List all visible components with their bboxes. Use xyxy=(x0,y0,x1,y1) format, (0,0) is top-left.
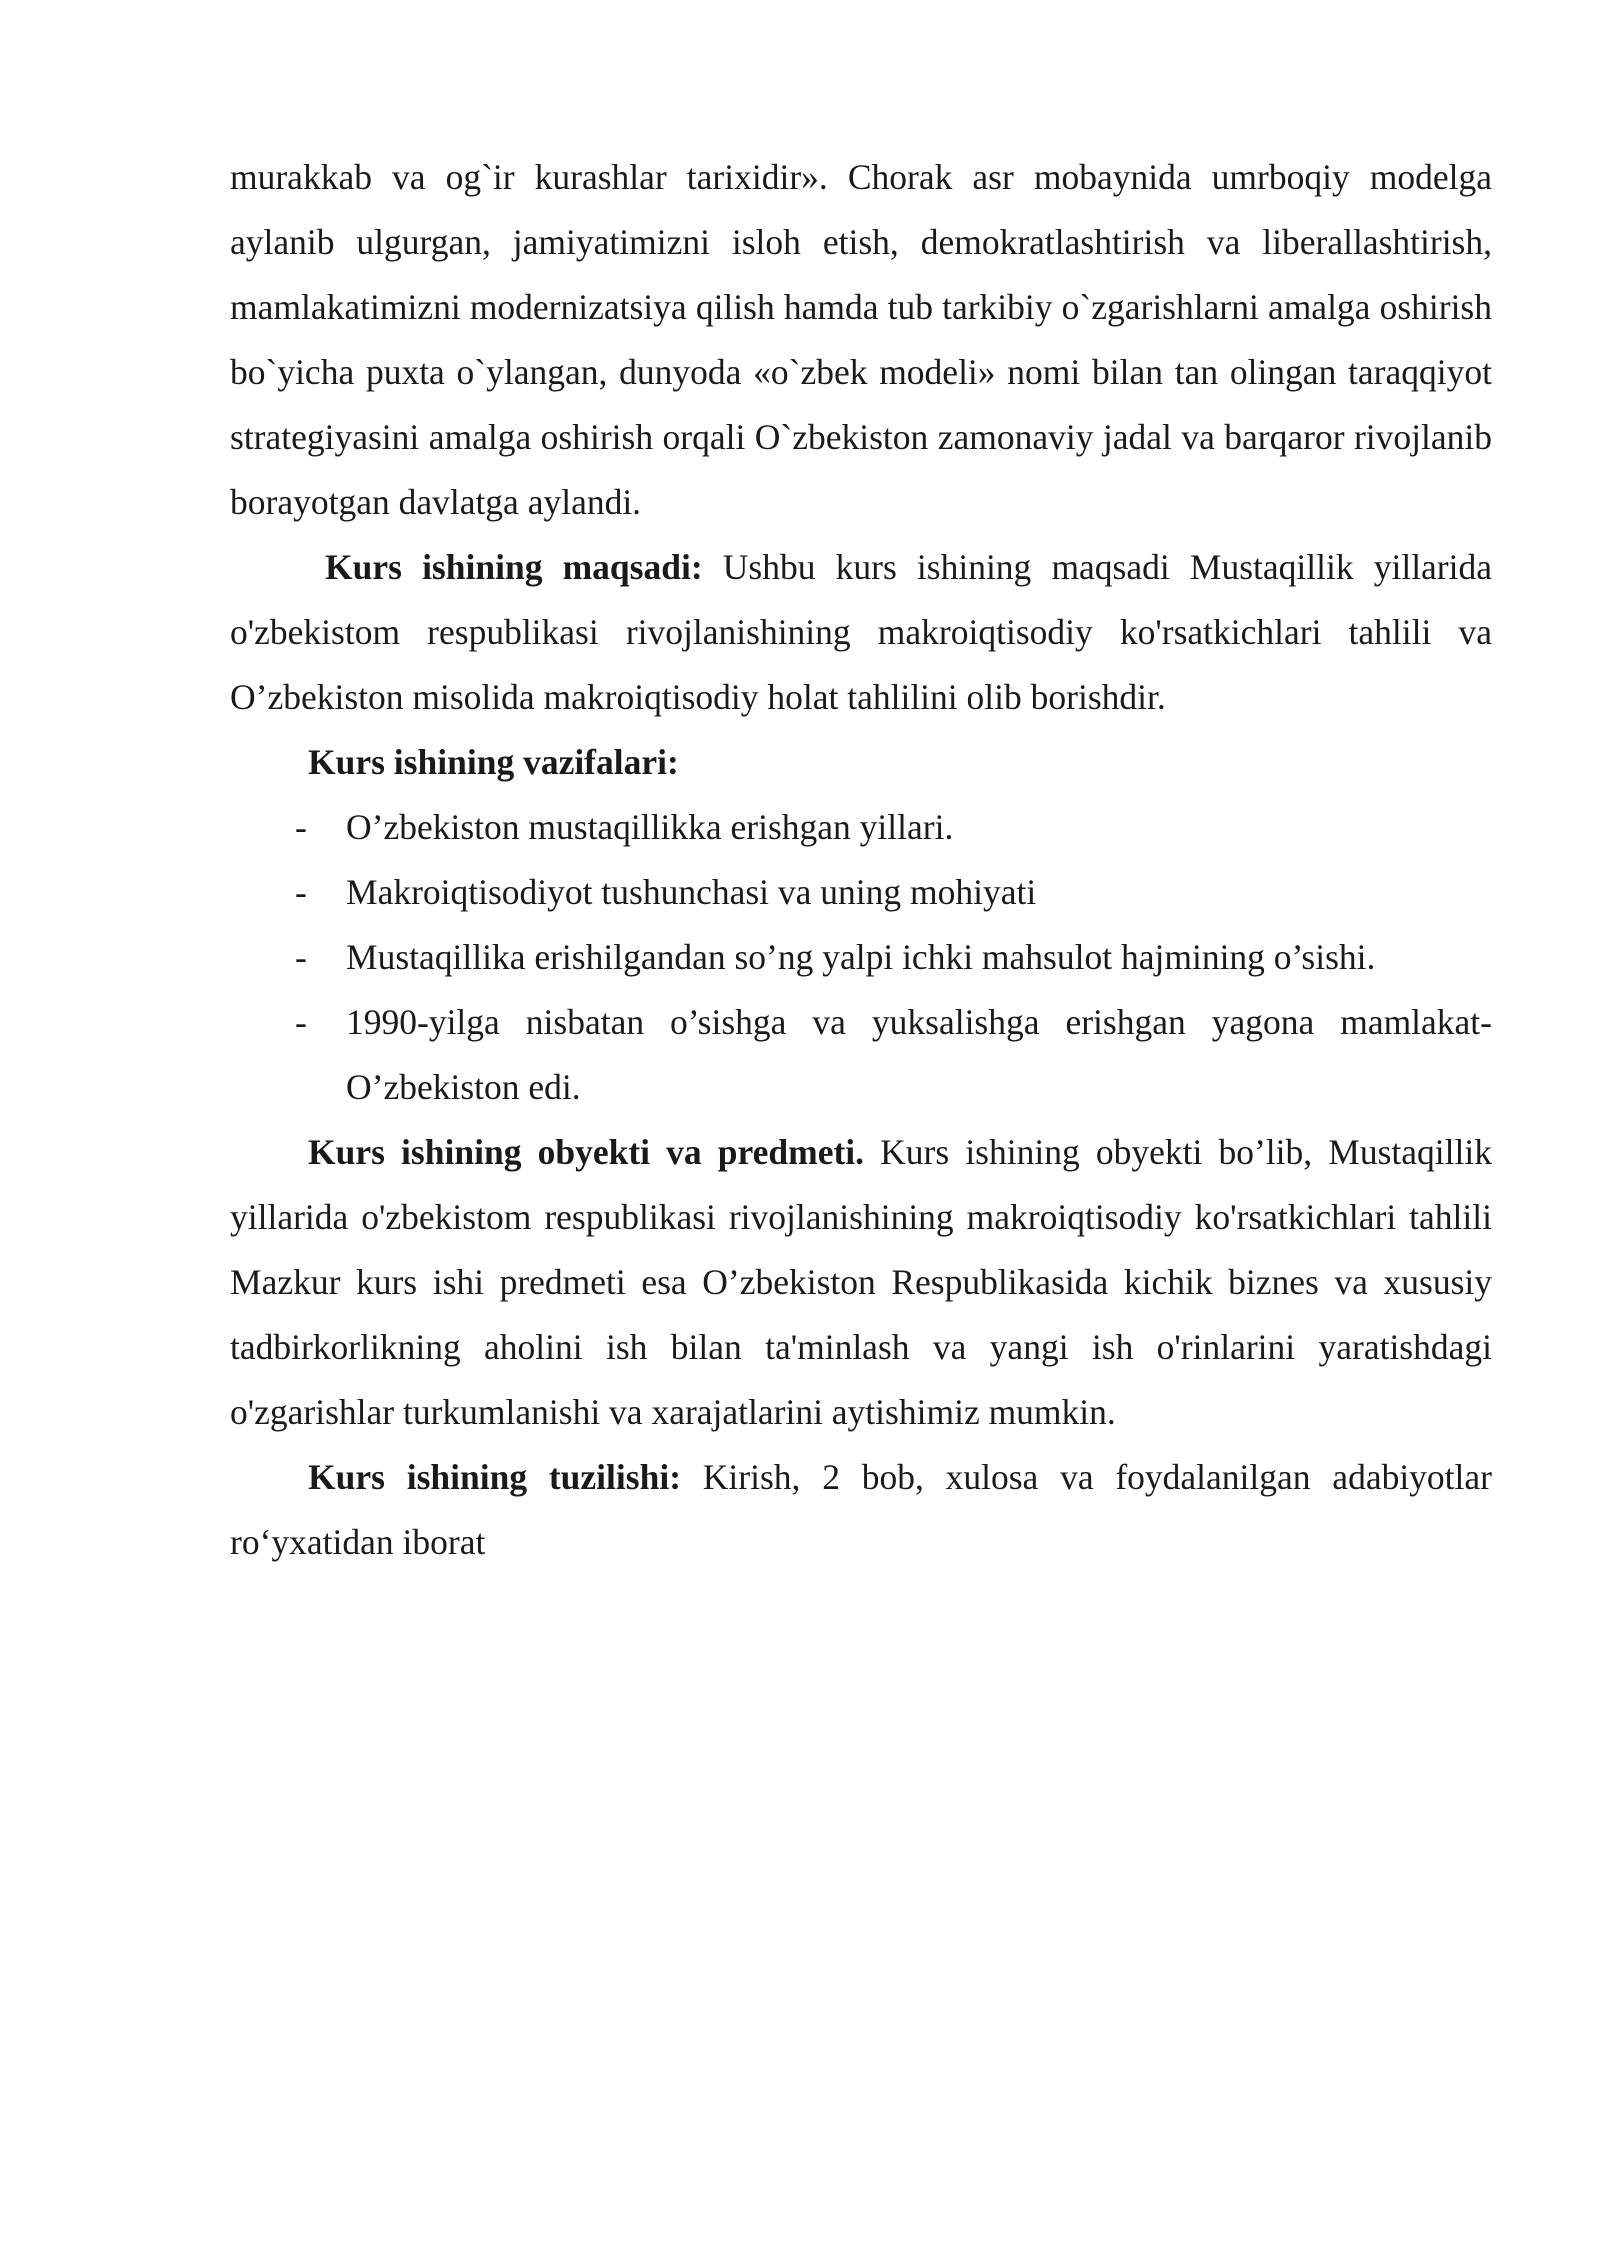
intro-paragraph: murakkab va og`ir kurashlar tarixidir». Chorak asr mobaynida umrboqiy modelga aylanib ulgurgan, jamiyatimizni isloh etish, demokratlashtirish va liberallashtirish, mamlakatimizni modernizatsiya qilish hamda tub tarkibiy o`zgarishlarni amalga oshirish bo`yicha puxta o`ylangan, dunyoda «o`zbek modeli» nomi bilan tan olingan taraqqiyot strategiyasini amalga oshirish orqali O`zbekiston zamonaviy jadal va barqaror rivojlanib borayotgan davlatga aylandi. xyxy=(230,157,1492,522)
document-page xyxy=(230,145,1492,1575)
bullet-dash: - xyxy=(295,937,307,977)
bullet-dash: - xyxy=(295,872,307,912)
bullet-dash: - xyxy=(295,1002,307,1042)
list-item: - O’zbekiston mustaqillikka erishgan yillari. xyxy=(230,795,1492,860)
tasks-heading: Kurs ishining vazifalari: xyxy=(308,742,679,782)
structure-heading: Kurs ishining tuzilishi: xyxy=(308,1457,682,1497)
object-paragraph xyxy=(230,1120,1492,1445)
list-item: - 1990-yilga nisbatan o’sishga va yuksalishga erishgan yagona mamlakat- O’zbekiston edi. xyxy=(230,990,1492,1120)
bullet-dash: - xyxy=(295,807,307,847)
tasks-list xyxy=(230,795,1492,1120)
structure-paragraph xyxy=(230,1445,1492,1575)
list-item: - Makroiqtisodiyot tushunchasi va uning mohiyati xyxy=(230,860,1492,925)
goal-text: Ushbu kurs ishining maqsadi Mustaqillik yillarida o'zbekistom respublikasi rivojlanishining makroiqtisodiy ko'rsatkichlari tahlili va O’zbekiston misolida makroiqtisodiy holat tahlilini olib borishdir. xyxy=(230,547,1493,717)
object-text: Kurs ishining obyekti bo’lib, Mustaqillik yillarida o'zbekistom respublikasi rivojlanishining makroiqtisodiy ko'rsatkichlari tahlili Mazkur kurs ishi predmeti esa O’zbekiston Respublikasida kichik biznes va xususiy tadbirkorlikning aholini ish bilan ta'minlash va yangi ish o'rinlarini yaratishdagi o'zgarishlar turkumlanishi va xarajatlarini aytishimiz mumkin. xyxy=(230,1132,1492,1432)
goal-paragraph xyxy=(230,535,1492,730)
object-heading: Kurs ishining obyekti va predmeti. xyxy=(308,1132,865,1172)
list-item: - Mustaqillika erishilgandan so’ng yalpi ichki mahsulot hajmining o’sishi. xyxy=(230,925,1492,990)
goal-heading: Kurs ishining maqsadi: xyxy=(325,547,703,587)
structure-text: Kirish, 2 bob, xulosa va foydalanilgan adabiyotlar ro‘yxatidan iborat xyxy=(230,1457,1492,1562)
